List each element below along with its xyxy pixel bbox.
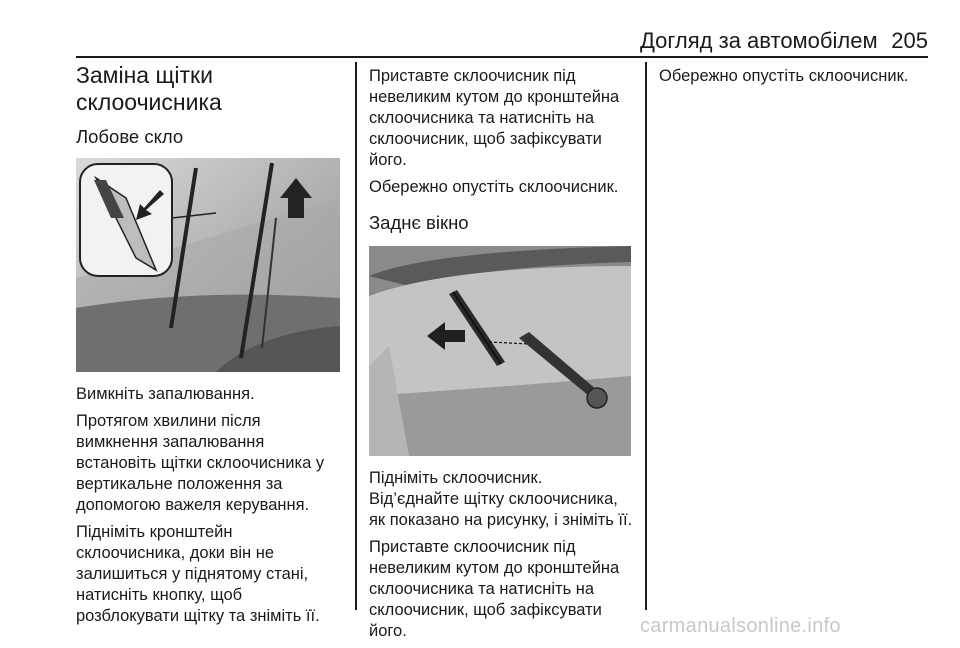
header-rule	[76, 56, 928, 58]
rear-wiper-figure	[369, 246, 631, 456]
paragraph-lift-arm: Підніміть кронштейн склоочисника, доки він не залишиться у піднятому стані, натисніть кнопку, щоб розблокувати щітку та зніміть її.	[76, 523, 320, 625]
paragraph-ignition-off: Вимкніть запалювання.	[76, 385, 255, 403]
section-heading-line1: Заміна щітки	[76, 62, 213, 88]
column-divider-right	[645, 62, 647, 610]
subheading-rear-window: Заднє вікно	[369, 212, 469, 233]
paragraph-attach-wiper: Приставте склоочисник під невеликим кутом до кронштейна склоочисника та натисніть на склоочисник, щоб зафіксувати його.	[369, 67, 620, 169]
paragraph-lower-wiper: Обережно опустіть склоочисник.	[369, 178, 619, 196]
left-column	[76, 62, 342, 633]
column-divider-left	[355, 62, 357, 610]
watermark: carmanualsonline.info	[640, 615, 841, 637]
paragraph-set-vertical: Протягом хвилини після вимкнення запалювання встановіть щітки склоочисника у вертикальне положення за допомогою важеля керування.	[76, 412, 325, 514]
subheading-windscreen: Лобове скло	[76, 126, 184, 147]
windscreen-wiper-figure	[76, 158, 340, 372]
paragraph-lower-rear-wiper: Обережно опустіть склоочисник.	[659, 67, 909, 85]
page-number: 205	[891, 28, 928, 53]
right-column	[659, 66, 928, 93]
middle-column	[369, 66, 633, 648]
running-header-title: Догляд за автомобілем	[640, 28, 878, 53]
paragraph-lift-rear-wiper: Підніміть склоочисник. Від’єднайте щітку склоочисника, як показано на рисунку, і зніміть її.	[369, 469, 633, 529]
paragraph-attach-rear-wiper: Приставте склоочисник під невеликим кутом до кронштейна склоочисника та натисніть на склоочисник, щоб зафіксувати його.	[369, 538, 620, 640]
section-heading-line2: склоочисника	[76, 89, 222, 115]
